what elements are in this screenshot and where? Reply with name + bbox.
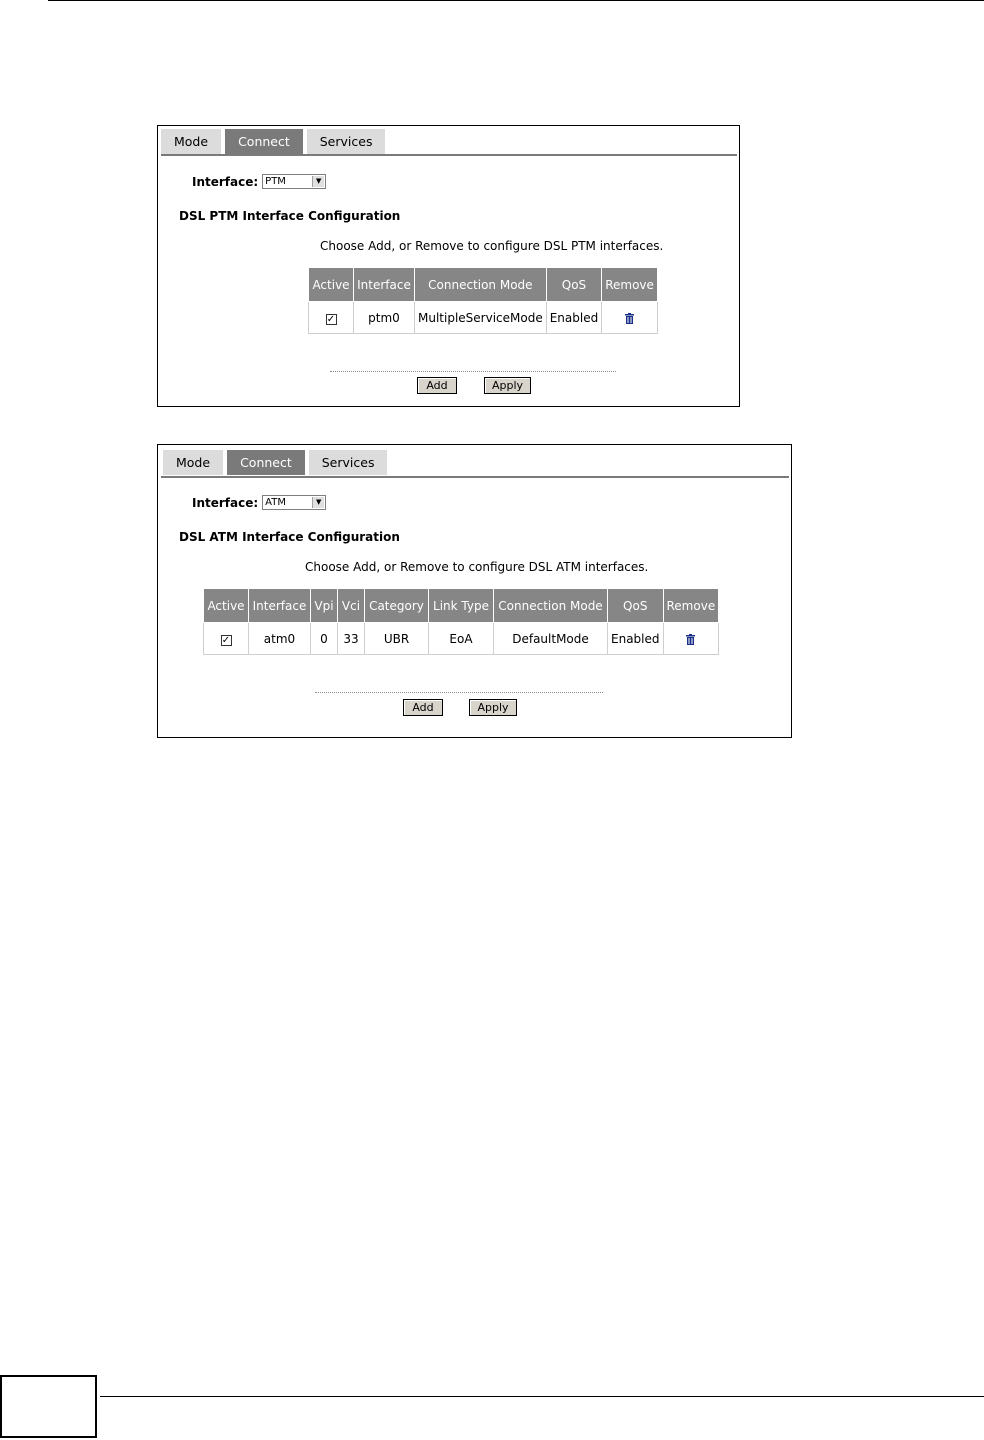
- footer-rule: [100, 1396, 984, 1397]
- interface-label: Interface:: [192, 495, 259, 510]
- tab-underline: [161, 476, 789, 478]
- interface-select-value: ATM: [265, 497, 286, 508]
- col-qos: QoS: [546, 268, 602, 302]
- interface-select[interactable]: [262, 174, 326, 189]
- tab-mode[interactable]: Mode: [163, 450, 223, 475]
- col-link-type: Link Type: [429, 589, 494, 623]
- trash-icon[interactable]: [625, 313, 634, 324]
- tab-connect[interactable]: Connect: [227, 450, 305, 475]
- apply-button[interactable]: Apply: [484, 377, 531, 394]
- qos-cell: Enabled: [608, 623, 664, 655]
- tab-bar: [163, 450, 387, 475]
- tab-underline: [161, 154, 737, 156]
- ptm-interface-table: [308, 267, 658, 334]
- interface-label: Interface:: [192, 174, 259, 189]
- chevron-down-icon: ▼: [312, 497, 324, 508]
- table-header-row: [309, 268, 658, 302]
- category-cell: UBR: [365, 623, 429, 655]
- qos-cell: Enabled: [546, 302, 602, 334]
- interface-select[interactable]: [262, 495, 326, 510]
- vci-cell: 33: [338, 623, 365, 655]
- connection-mode-cell: DefaultMode: [494, 623, 608, 655]
- trash-icon[interactable]: [686, 634, 695, 645]
- col-connection-mode: Connection Mode: [415, 268, 547, 302]
- col-category: Category: [365, 589, 429, 623]
- atm-interface-table: [203, 588, 719, 655]
- add-button[interactable]: Add: [403, 699, 443, 716]
- remove-cell: [602, 302, 658, 334]
- link-type-cell: EoA: [429, 623, 494, 655]
- dotted-divider: [330, 371, 616, 372]
- col-interface: Interface: [354, 268, 415, 302]
- tab-bar: [161, 129, 385, 154]
- col-remove: Remove: [663, 589, 719, 623]
- section-title: DSL ATM Interface Configuration: [179, 530, 400, 544]
- active-checkbox[interactable]: ✓: [221, 634, 231, 646]
- tab-services[interactable]: Services: [309, 450, 388, 475]
- col-vpi: Vpi: [311, 589, 338, 623]
- col-remove: Remove: [602, 268, 658, 302]
- col-connection-mode: Connection Mode: [494, 589, 608, 623]
- hint-text: Choose Add, or Remove to configure DSL ATM interfaces.: [305, 560, 649, 574]
- table-header-row: [204, 589, 719, 623]
- ptm-config-panel: [157, 125, 740, 407]
- active-cell: [309, 302, 354, 334]
- col-interface: Interface: [249, 589, 311, 623]
- dotted-divider: [315, 692, 603, 693]
- connection-mode-cell: MultipleServiceMode: [415, 302, 547, 334]
- tab-connect[interactable]: Connect: [225, 129, 303, 154]
- col-vci: Vci: [338, 589, 365, 623]
- col-qos: QoS: [608, 589, 664, 623]
- apply-button[interactable]: Apply: [469, 699, 517, 716]
- active-cell: [204, 623, 249, 655]
- col-active: Active: [309, 268, 354, 302]
- interface-cell: atm0: [249, 623, 311, 655]
- remove-cell: [663, 623, 719, 655]
- col-active: Active: [204, 589, 249, 623]
- add-button[interactable]: Add: [417, 377, 457, 394]
- tab-services[interactable]: Services: [307, 129, 386, 154]
- tab-mode[interactable]: Mode: [161, 129, 221, 154]
- atm-config-panel: [157, 444, 792, 738]
- interface-row: [192, 174, 326, 189]
- chevron-down-icon: ▼: [312, 176, 324, 187]
- page-number-box: [0, 1375, 97, 1438]
- page-top-rule: [48, 0, 984, 1]
- table-row: [309, 302, 658, 334]
- interface-row: [192, 495, 326, 510]
- table-row: [204, 623, 719, 655]
- interface-cell: ptm0: [354, 302, 415, 334]
- section-title: DSL PTM Interface Configuration: [179, 209, 401, 223]
- vpi-cell: 0: [311, 623, 338, 655]
- interface-select-value: PTM: [265, 176, 286, 187]
- active-checkbox[interactable]: ✓: [326, 313, 336, 325]
- hint-text: Choose Add, or Remove to configure DSL PTM interfaces.: [320, 239, 664, 253]
